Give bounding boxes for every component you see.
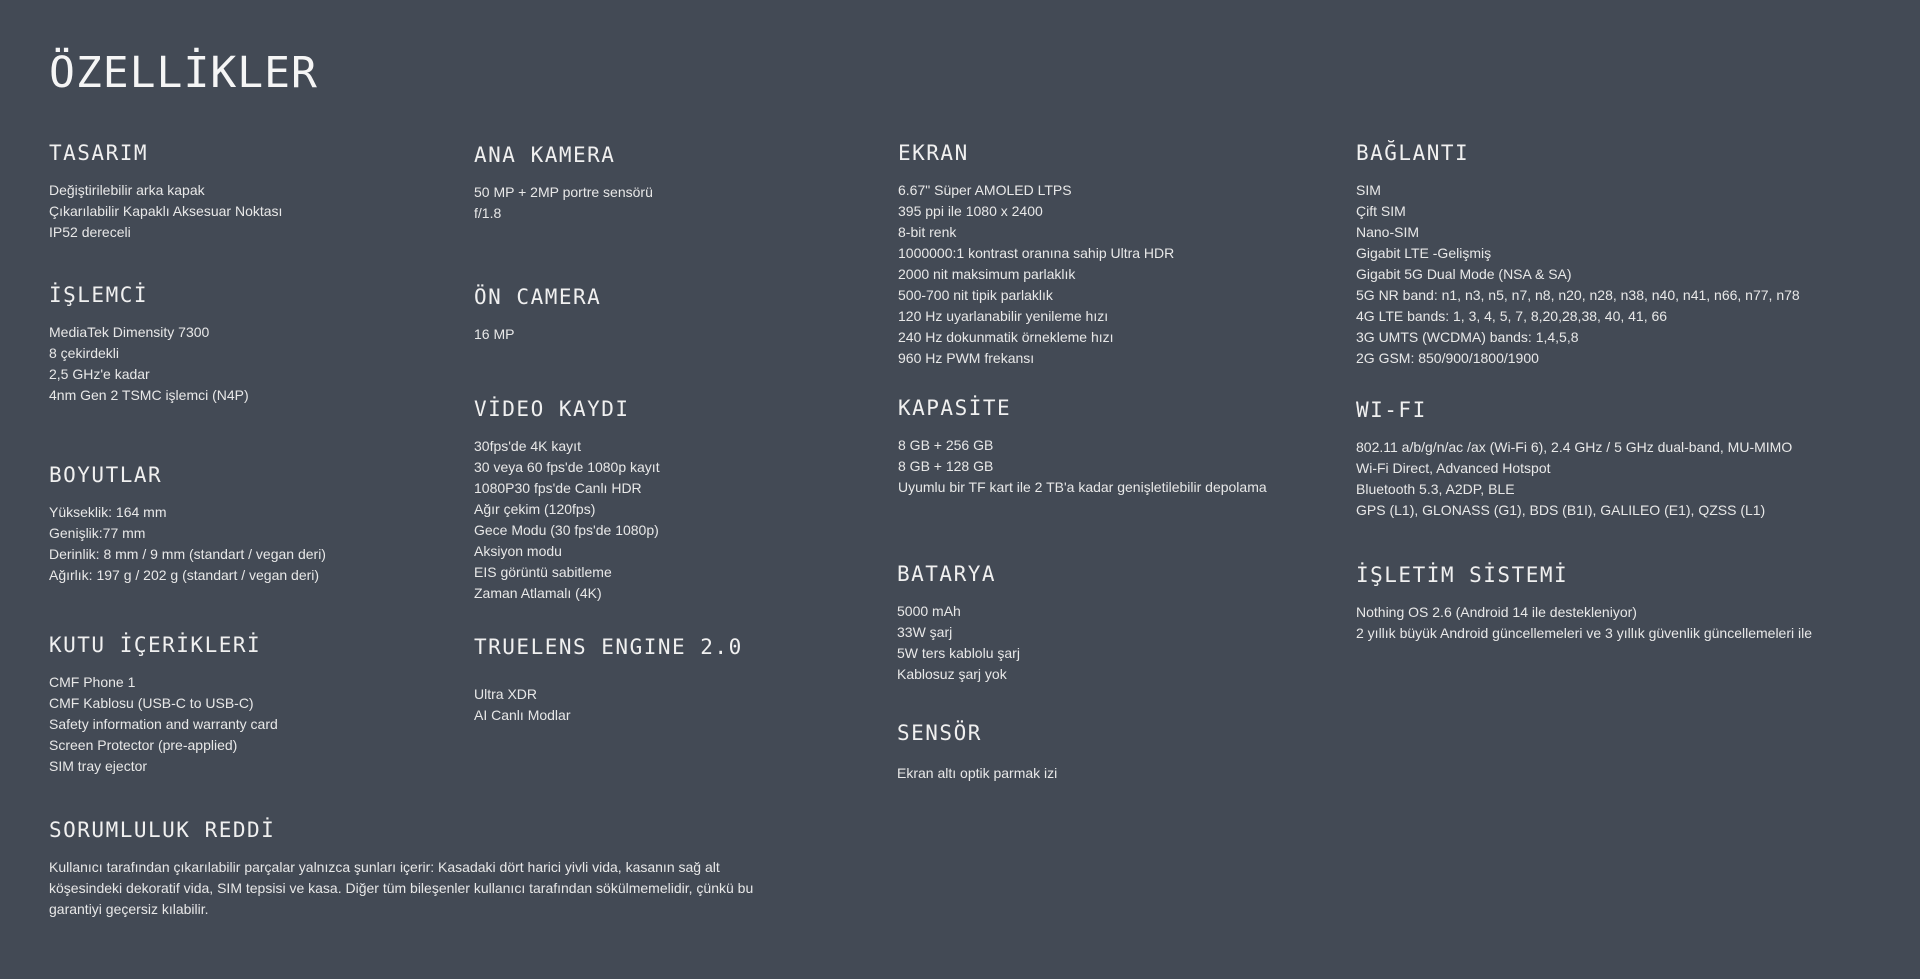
spec-list	[474, 684, 743, 726]
section-video-kaydi	[474, 396, 660, 604]
spec-item: Ağır çekim (120fps)	[474, 501, 596, 517]
section-ana-kamera	[474, 142, 653, 224]
spec-item: 8-bit renk	[898, 224, 957, 240]
section-heading: İŞLEMCİ	[49, 283, 149, 307]
section-heading: BAĞLANTI	[1356, 141, 1470, 165]
spec-item: SIM	[1356, 182, 1381, 198]
spec-item: Derinlik: 8 mm / 9 mm (standart / vegan deri)	[49, 546, 326, 562]
section-kapasite	[898, 395, 1267, 498]
spec-item: f/1.8	[474, 205, 502, 221]
spec-item: 6.67" Süper AMOLED LTPS	[898, 182, 1072, 198]
spec-item: 960 Hz PWM frekansı	[898, 350, 1035, 366]
spec-list	[1356, 602, 1812, 644]
section-heading: WI-FI	[1356, 398, 1427, 422]
spec-item: Genişlik:77 mm	[49, 525, 146, 541]
spec-list	[49, 672, 278, 777]
spec-list	[474, 182, 653, 224]
spec-item: 16 MP	[474, 326, 515, 342]
section-heading: BATARYA	[897, 562, 997, 586]
spec-item: 8 GB + 128 GB	[898, 458, 994, 474]
spec-item: EIS görüntü sabitleme	[474, 564, 612, 580]
page-title: ÖZELLİKLER	[49, 48, 318, 98]
section-heading: EKRAN	[898, 141, 969, 165]
spec-list	[49, 180, 282, 243]
section-on-camera	[474, 284, 601, 345]
section-heading: ANA KAMERA	[474, 143, 616, 167]
spec-item: MediaTek Dimensity 7300	[49, 324, 210, 340]
spec-item: 2 yıllık büyük Android güncellemeleri ve 3 yıllık güvenlik güncellemeleri ile	[1356, 625, 1813, 641]
section-isletim-sistemi	[1356, 562, 1812, 644]
spec-item: 120 Hz uyarlanabilir yenileme hızı	[898, 308, 1109, 324]
spec-item: 240 Hz dokunmatik örnekleme hızı	[898, 329, 1114, 345]
spec-item: Wi-Fi Direct, Advanced Hotspot	[1356, 460, 1551, 476]
spec-item: 500-700 nit tipik parlaklık	[898, 287, 1053, 303]
spec-item: Nano-SIM	[1356, 224, 1420, 240]
section-heading: SENSÖR	[897, 721, 982, 745]
spec-item: 2000 nit maksimum parlaklık	[898, 266, 1076, 282]
spec-item: Nothing OS 2.6 (Android 14 ile destekleniyor)	[1356, 604, 1637, 620]
spec-item: 5W ters kablolu şarj	[897, 645, 1020, 661]
spec-item: Çift SIM	[1356, 203, 1406, 219]
spec-list	[49, 502, 326, 586]
spec-list	[898, 435, 1267, 498]
section-tasarim	[49, 140, 282, 243]
spec-item: Çıkarılabilir Kapaklı Aksesuar Noktası	[49, 203, 283, 219]
spec-item: Değiştirilebilir arka kapak	[49, 182, 205, 198]
section-sorumluluk-reddi	[49, 817, 789, 920]
spec-list	[897, 601, 1020, 685]
section-kutu-icerikleri	[49, 632, 278, 777]
spec-item: IP52 dereceli	[49, 224, 131, 240]
spec-item: Aksiyon modu	[474, 543, 562, 559]
spec-list	[474, 436, 660, 604]
section-heading: TRUELENS ENGINE 2.0	[474, 635, 743, 659]
spec-item: Gigabit LTE -Gelişmiş	[1356, 245, 1492, 261]
spec-item: Ekran altı optik parmak izi	[897, 765, 1058, 781]
spec-list	[898, 180, 1174, 369]
spec-item: Yükseklik: 164 mm	[49, 504, 167, 520]
section-heading: BOYUTLAR	[49, 463, 163, 487]
spec-item: 30 veya 60 fps'de 1080p kayıt	[474, 459, 660, 475]
spec-item: 1080P30 fps'de Canlı HDR	[474, 480, 642, 496]
section-heading: SORUMLULUK REDDİ	[49, 818, 276, 842]
section-heading: KUTU İÇERİKLERİ	[49, 633, 262, 657]
spec-item: 2G GSM: 850/900/1800/1900	[1356, 350, 1539, 366]
disclaimer-text: Kullanıcı tarafından çıkarılabilir parçalar yalnızca şunları içerir: Kasadaki dört harici yivli vida, kasanın sağ alt köşesindeki dekoratif vida, SIM tepsisi ve kasa. Diğer tüm bileşenler kullanıcı tarafından sökülmemelidir, çünkü bu garantiyi geçersiz kılabilir.	[49, 859, 754, 917]
section-heading: ÖN CAMERA	[474, 285, 602, 309]
spec-item: AI Canlı Modlar	[474, 707, 571, 723]
spec-item: Kablosuz şarj yok	[897, 666, 1007, 682]
spec-item: 3G UMTS (WCDMA) bands: 1,4,5,8	[1356, 329, 1579, 345]
section-heading: KAPASİTE	[898, 396, 1012, 420]
spec-item: 395 ppi ile 1080 x 2400	[898, 203, 1043, 219]
section-batarya	[897, 561, 1020, 685]
section-heading: VİDEO KAYDI	[474, 397, 630, 421]
section-truelens-engine	[474, 634, 743, 726]
section-heading: İŞLETİM SİSTEMİ	[1356, 563, 1569, 587]
spec-item: 2,5 GHz'e kadar	[49, 366, 150, 382]
spec-item: 5G NR band: n1, n3, n5, n7, n8, n20, n28, n38, n40, n41, n66, n77, n78	[1356, 287, 1800, 303]
spec-item: CMF Kablosu (USB-C to USB-C)	[49, 695, 254, 711]
spec-list	[474, 324, 601, 345]
spec-item: Gece Modu (30 fps'de 1080p)	[474, 522, 659, 538]
spec-item: SIM tray ejector	[49, 758, 148, 774]
spec-item: 33W şarj	[897, 624, 953, 640]
spec-item: Bluetooth 5.3, A2DP, BLE	[1356, 481, 1515, 497]
spec-list	[1356, 180, 1800, 369]
spec-list	[1356, 437, 1792, 521]
spec-item: 4G LTE bands: 1, 3, 4, 5, 7, 8,20,28,38, 40, 41, 66	[1356, 308, 1668, 324]
spec-item: Safety information and warranty card	[49, 716, 278, 732]
spec-item: GPS (L1), GLONASS (G1), BDS (B1I), GALILEO (E1), QZSS (L1)	[1356, 502, 1766, 518]
spec-item: 8 GB + 256 GB	[898, 437, 994, 453]
spec-item: 5000 mAh	[897, 603, 961, 619]
spec-item: Screen Protector (pre-applied)	[49, 737, 238, 753]
spec-item: 30fps'de 4K kayıt	[474, 438, 581, 454]
spec-item: Ağırlık: 197 g / 202 g (standart / vegan deri)	[49, 567, 320, 583]
spec-item: 1000000:1 kontrast oranına sahip Ultra HDR	[898, 245, 1175, 261]
spec-item: CMF Phone 1	[49, 674, 136, 690]
section-sensor	[897, 720, 1057, 784]
section-boyutlar	[49, 462, 326, 586]
spec-item: Zaman Atlamalı (4K)	[474, 585, 602, 601]
spec-item: Ultra XDR	[474, 686, 538, 702]
section-baglanti	[1356, 140, 1800, 369]
spec-list	[897, 763, 1057, 784]
spec-item: 802.11 a/b/g/n/ac /ax (Wi-Fi 6), 2.4 GHz / 5 GHz dual-band, MU-MIMO	[1356, 439, 1793, 455]
section-ekran	[898, 140, 1174, 369]
section-wifi	[1356, 397, 1792, 521]
spec-item: 4nm Gen 2 TSMC işlemci (N4P)	[49, 387, 249, 403]
spec-item: 50 MP + 2MP portre sensörü	[474, 184, 653, 200]
section-heading: TASARIM	[49, 141, 149, 165]
spec-list	[49, 322, 249, 406]
section-islemci	[49, 282, 249, 406]
spec-item: Uyumlu bir TF kart ile 2 TB'a kadar genişletilebilir depolama	[898, 479, 1267, 495]
spec-item: Gigabit 5G Dual Mode (NSA & SA)	[1356, 266, 1572, 282]
spec-item: 8 çekirdekli	[49, 345, 120, 361]
